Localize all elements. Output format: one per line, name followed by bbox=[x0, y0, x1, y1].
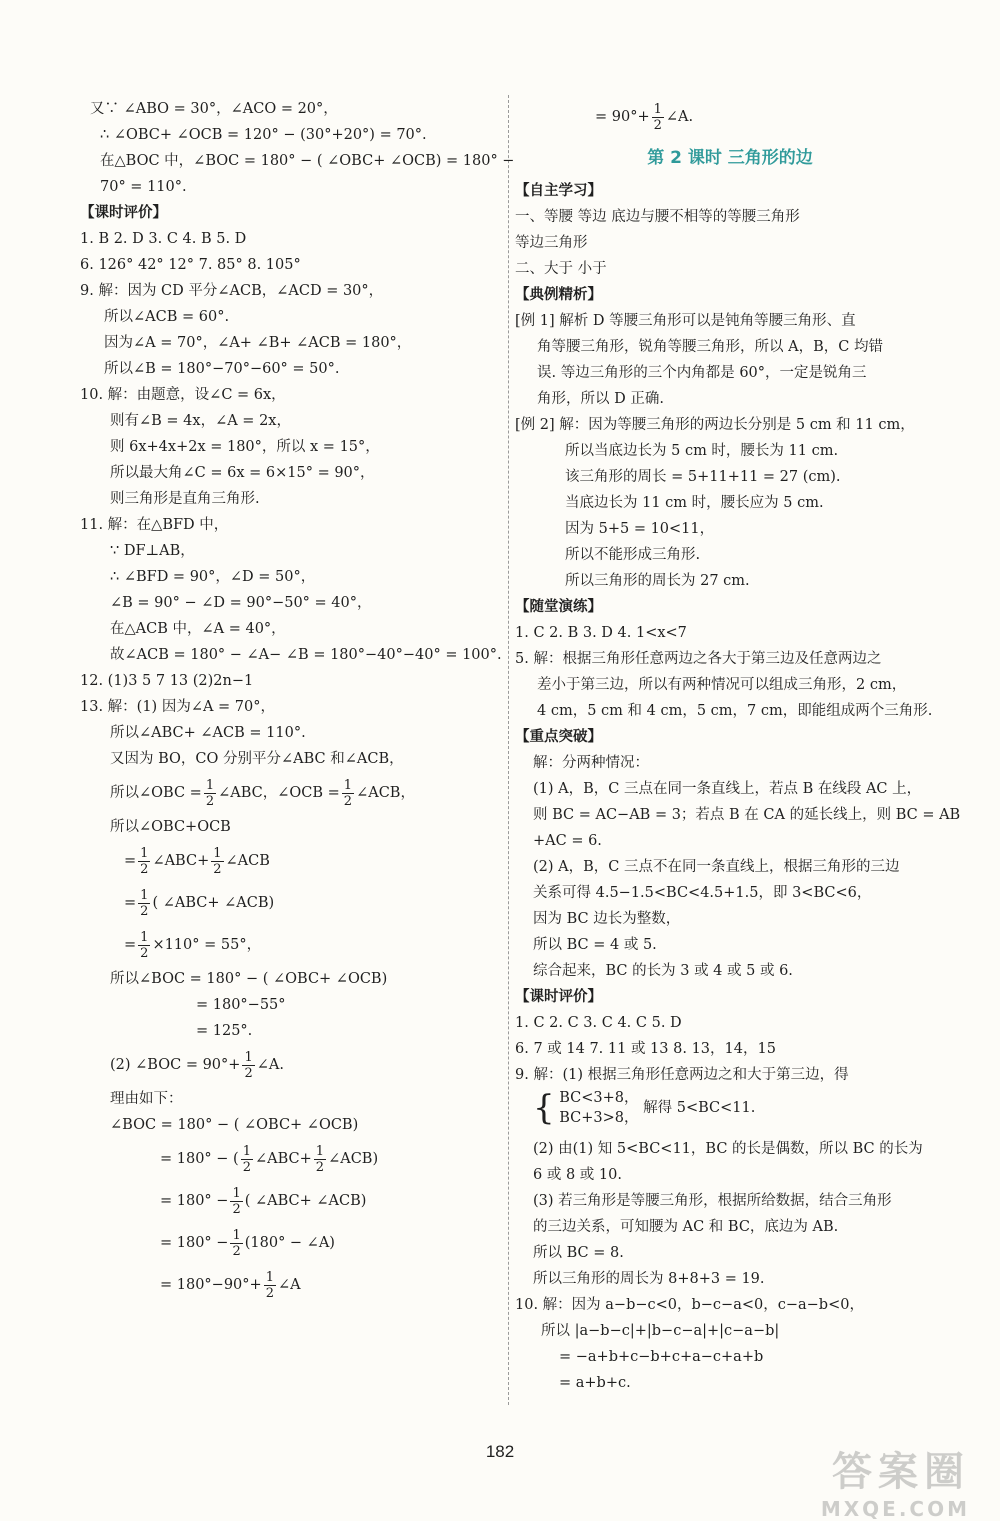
fraction bbox=[652, 102, 664, 133]
right-column bbox=[515, 101, 961, 1396]
numerator: 1 bbox=[242, 1143, 251, 1159]
page-number: 182 bbox=[485, 1442, 515, 1461]
answer-line: 1. C 2. B 3. D 4. 1<x<7 bbox=[515, 625, 687, 641]
text-line: 所以∠OBC+OCB bbox=[110, 819, 231, 835]
text-line: 11. 解：在△BFD 中， bbox=[80, 517, 229, 533]
formula-line bbox=[80, 1180, 500, 1222]
text-line: 5. 解：根据三角形任意两边之各大于第三边及任意两边之 bbox=[515, 651, 882, 667]
section-heading: 【课时评价】 bbox=[515, 989, 602, 1005]
text-line: 则三角形是直角三角形. bbox=[110, 491, 260, 507]
denominator: 2 bbox=[232, 1243, 241, 1259]
numerator: 1 bbox=[653, 101, 662, 117]
equation-system bbox=[515, 1088, 945, 1136]
numerator: 1 bbox=[140, 929, 149, 945]
text-line: 角等腰三角形，锐角等腰三角形，所以 A，B，C 均错 bbox=[537, 339, 883, 355]
text-line: (1) A，B，C 三点在同一条直线上，若点 B 在线段 AC 上， bbox=[533, 781, 922, 797]
text-line: 在△BOC 中，∠BOC = 180° − ( ∠OBC+ ∠OCB) = 180° − bbox=[100, 153, 515, 169]
formula-line bbox=[80, 772, 500, 814]
numerator: 1 bbox=[140, 887, 149, 903]
text-line: = 125°. bbox=[196, 1023, 253, 1039]
denominator: 2 bbox=[653, 117, 662, 133]
text-line: 6 或 8 或 10. bbox=[533, 1167, 622, 1183]
section-heading: 【典例精析】 bbox=[515, 287, 602, 303]
system-row: BC+3>8， bbox=[559, 1110, 639, 1126]
left-column bbox=[80, 96, 515, 1306]
formula-line bbox=[80, 1044, 500, 1086]
formula-text: 所以∠OBC = bbox=[110, 785, 202, 801]
formula-text: = 180° − bbox=[160, 1235, 229, 1251]
fraction bbox=[138, 888, 150, 919]
text-line: (3) 若三角形是等腰三角形，根据所给数据，结合三角形 bbox=[533, 1193, 892, 1209]
answer-line: 6. 126° 42° 12° 7. 85° 8. 105° bbox=[80, 257, 301, 273]
text-line: ∴ ∠BFD = 90°，∠D = 50°， bbox=[110, 569, 316, 585]
fraction bbox=[138, 930, 150, 961]
fraction bbox=[230, 1228, 242, 1259]
text-line: 12. (1)3 5 7 13 (2)2n−1 bbox=[80, 673, 254, 689]
formula-text: ∠A. bbox=[256, 1057, 284, 1073]
numerator: 1 bbox=[232, 1227, 241, 1243]
text-line: 该三角形的周长 = 5+11+11 = 27 (cm). bbox=[565, 469, 841, 485]
text-line: 9. 解：因为 CD 平分∠ACB，∠ACD = 30°， bbox=[80, 283, 384, 299]
text-line: 的三边关系，可知腰为 AC 和 BC，底边为 AB. bbox=[533, 1219, 839, 1235]
text-line: 所以三角形的周长为 27 cm. bbox=[565, 573, 750, 589]
denominator: 2 bbox=[140, 903, 149, 919]
fraction bbox=[204, 778, 216, 809]
text-line: 角形，所以 D 正确. bbox=[537, 391, 664, 407]
formula-text: (2) ∠BOC = 90°+ bbox=[110, 1057, 241, 1073]
text-line: 差小于第三边，所以有两种情况可以组成三角形，2 cm， bbox=[537, 677, 907, 693]
text-line: 解：分两种情况： bbox=[533, 755, 649, 771]
numerator: 1 bbox=[213, 845, 222, 861]
text-line: 又因为 BO，CO 分别平分∠ABC 和∠ACB， bbox=[110, 751, 404, 767]
formula-text: = 90°+ bbox=[595, 109, 650, 125]
text-line: 关系可得 4.5−1.5<BC<4.5+1.5，即 3<BC<6， bbox=[533, 885, 872, 901]
text-line: = −a+b+c−b+c+a−c+a+b bbox=[559, 1349, 764, 1365]
text-line: 所以当底边长为 5 cm 时，腰长为 11 cm. bbox=[565, 443, 839, 459]
watermark-text: 答案圈 bbox=[832, 1449, 970, 1495]
text-line: (2) 由(1) 知 5<BC<11，BC 的长是偶数，所以 BC 的长为 bbox=[533, 1141, 923, 1157]
formula-text: ∠ACB) bbox=[328, 1151, 379, 1167]
text-line: [例 1] 解析 D 等腰三角形可以是钝角等腰三角形、直 bbox=[515, 313, 856, 329]
text-line: 所以∠BOC = 180° − ( ∠OBC+ ∠OCB) bbox=[110, 971, 388, 987]
answer-line: 6. 7 或 14 7. 11 或 13 8. 13，14，15 bbox=[515, 1041, 776, 1057]
text-line: 则有∠B = 4x，∠A = 2x， bbox=[110, 413, 291, 429]
brace-symbol: { bbox=[533, 1088, 555, 1128]
text-line: 所以∠ACB = 60°. bbox=[104, 309, 230, 325]
fraction bbox=[242, 1050, 254, 1081]
text-line: ∴ ∠OBC+ ∠OCB = 120° − (30°+20°) = 70°. bbox=[100, 127, 427, 143]
denominator: 2 bbox=[242, 1159, 251, 1175]
text-line: 所以∠ABC+ ∠ACB = 110°. bbox=[110, 725, 306, 741]
text-line: 则 BC = AC−AB = 3；若点 B 在 CA 的延长线上，则 BC = AB bbox=[533, 807, 961, 823]
text-line: 一、等腰 等边 底边与腰不相等的等腰三角形 bbox=[515, 209, 800, 225]
numerator: 1 bbox=[343, 777, 353, 793]
formula-text: ∠A. bbox=[665, 109, 694, 125]
text-line: 13. 解：(1) 因为∠A = 70°， bbox=[80, 699, 276, 715]
text-line: 所以最大角∠C = 6x = 6×15° = 90°， bbox=[110, 465, 375, 481]
numerator: 1 bbox=[315, 1143, 325, 1159]
formula-line bbox=[80, 882, 500, 924]
text-line: [例 2] 解：因为等腰三角形的两边长分别是 5 cm 和 11 cm， bbox=[515, 417, 915, 433]
watermark-url: MXQE.COM bbox=[820, 1497, 970, 1521]
text-line: 所以 BC = 8. bbox=[533, 1245, 624, 1261]
formula-text: ( ∠ABC+ ∠ACB) bbox=[244, 1193, 367, 1209]
denominator: 2 bbox=[140, 861, 149, 877]
text-line: 在△ACB 中，∠A = 40°， bbox=[110, 621, 286, 637]
numerator: 1 bbox=[244, 1049, 253, 1065]
text-line: ∠BOC = 180° − ( ∠OBC+ ∠OCB) bbox=[110, 1117, 359, 1133]
formula-text: = 180°−90°+ bbox=[160, 1277, 262, 1293]
fraction bbox=[211, 846, 223, 877]
denominator: 2 bbox=[213, 861, 222, 877]
formula-text: ∠ABC+ bbox=[255, 1151, 312, 1167]
system-row: BC<3+8， bbox=[559, 1090, 639, 1106]
formula-text: = 180° − ( bbox=[160, 1151, 239, 1167]
fraction bbox=[264, 1270, 276, 1301]
formula-text: ×110° = 55°， bbox=[152, 937, 262, 953]
formula-text: (180° − ∠A) bbox=[244, 1235, 335, 1251]
formula-text: = bbox=[124, 937, 137, 953]
text-line: 则 6x+4x+2x = 180°，所以 x = 15°， bbox=[110, 439, 380, 455]
formula-text: = bbox=[124, 853, 137, 869]
numerator: 1 bbox=[265, 1269, 274, 1285]
text-line: 理由如下： bbox=[110, 1091, 183, 1107]
fraction bbox=[230, 1186, 242, 1217]
denominator: 2 bbox=[244, 1065, 253, 1081]
answer-line: 1. C 2. C 3. C 4. C 5. D bbox=[515, 1015, 682, 1031]
text-line: 当底边长为 11 cm 时，腰长应为 5 cm. bbox=[565, 495, 824, 511]
text-line: 二、大于 小于 bbox=[515, 261, 607, 277]
section-heading: 【随堂演练】 bbox=[515, 599, 602, 615]
text-line: 所以三角形的周长为 8+8+3 = 19. bbox=[533, 1271, 765, 1287]
formula-line bbox=[80, 840, 500, 882]
formula-text: = 180° − bbox=[160, 1193, 229, 1209]
formula-text: ∠ACB bbox=[225, 853, 270, 869]
text-line: 误. 等边三角形的三个内角都是 60°，一定是锐角三 bbox=[537, 365, 867, 381]
text-line: 因为 BC 边长为整数， bbox=[533, 911, 681, 927]
fraction bbox=[241, 1144, 253, 1175]
text-line: = 180°−55° bbox=[196, 997, 286, 1013]
fraction bbox=[314, 1144, 326, 1175]
text-line: 等边三角形 bbox=[515, 235, 588, 251]
formula-text: ∠ABC，∠OCB = bbox=[218, 785, 340, 801]
numerator: 1 bbox=[205, 777, 215, 793]
text-line: 又∵ ∠ABO = 30°，∠ACO = 20°， bbox=[90, 101, 338, 117]
formula-line bbox=[80, 1264, 500, 1306]
text-line: 所以 |a−b−c|+|b−c−a|+|c−a−b| bbox=[541, 1323, 780, 1339]
text-line: 故∠ACB = 180° − ∠A− ∠B = 180°−40°−40° = 100°. bbox=[110, 647, 502, 663]
text-line: = a+b+c. bbox=[559, 1375, 631, 1391]
text-line: 因为∠A = 70°，∠A+ ∠B+ ∠ACB = 180°， bbox=[104, 335, 412, 351]
denominator: 2 bbox=[205, 793, 215, 809]
formula-line bbox=[80, 1138, 500, 1180]
denominator: 2 bbox=[265, 1285, 274, 1301]
denominator: 2 bbox=[315, 1159, 325, 1175]
text-line: 所以∠B = 180°−70°−60° = 50°. bbox=[104, 361, 340, 377]
text-line: 因为 5+5 = 10<11， bbox=[565, 521, 715, 537]
formula-text: ∠ACB， bbox=[356, 785, 415, 801]
text-line: +AC = 6. bbox=[533, 833, 602, 849]
formula-text: ∠A bbox=[277, 1277, 301, 1293]
formula-line bbox=[80, 924, 500, 966]
text-line: 综合起来，BC 的长为 3 或 4 或 5 或 6. bbox=[533, 963, 793, 979]
text-line: 4 cm，5 cm 和 4 cm，5 cm，7 cm，即能组成两个三角形. bbox=[537, 703, 933, 719]
fraction bbox=[138, 846, 150, 877]
system-result: 解得 5<BC<11. bbox=[643, 1100, 756, 1116]
formula-line bbox=[80, 1222, 500, 1264]
watermark-logo bbox=[730, 1440, 970, 1521]
text-line: 10. 解：由题意，设∠C = 6x， bbox=[80, 387, 286, 403]
system-body bbox=[559, 1088, 638, 1128]
text-line: 70° = 110°. bbox=[100, 179, 187, 195]
section-heading: 【课时评价】 bbox=[80, 205, 167, 221]
denominator: 2 bbox=[140, 945, 149, 961]
denominator: 2 bbox=[343, 793, 353, 809]
text-line: 所以 BC = 4 或 5. bbox=[533, 937, 657, 953]
fraction bbox=[342, 778, 354, 809]
answer-line: 1. B 2. D 3. C 4. B 5. D bbox=[80, 231, 247, 247]
section-heading: 【自主学习】 bbox=[515, 183, 602, 199]
text-line: 10. 解：因为 a−b−c<0，b−c−a<0，c−a−b<0， bbox=[515, 1297, 864, 1313]
lesson-title: 第 2 课时 三角形的边 bbox=[647, 148, 813, 168]
text-line: ∵ DF⊥AB， bbox=[110, 543, 195, 559]
formula-text: ∠ABC+ bbox=[152, 853, 210, 869]
denominator: 2 bbox=[232, 1201, 241, 1217]
formula-text: = bbox=[124, 895, 137, 911]
formula-text: ( ∠ABC+ ∠ACB) bbox=[152, 895, 275, 911]
column-divider bbox=[508, 95, 509, 1405]
text-line: ∠B = 90° − ∠D = 90°−50° = 40°， bbox=[110, 595, 372, 611]
formula-line bbox=[515, 96, 945, 138]
section-heading: 【重点突破】 bbox=[515, 729, 602, 745]
text-line: 所以不能形成三角形. bbox=[565, 547, 701, 563]
text-line: 9. 解：(1) 根据三角形任意两边之和大于第三边，得 bbox=[515, 1067, 849, 1083]
text-line: (2) A，B，C 三点不在同一条直线上，根据三角形的三边 bbox=[533, 859, 900, 875]
numerator: 1 bbox=[140, 845, 149, 861]
numerator: 1 bbox=[232, 1185, 241, 1201]
